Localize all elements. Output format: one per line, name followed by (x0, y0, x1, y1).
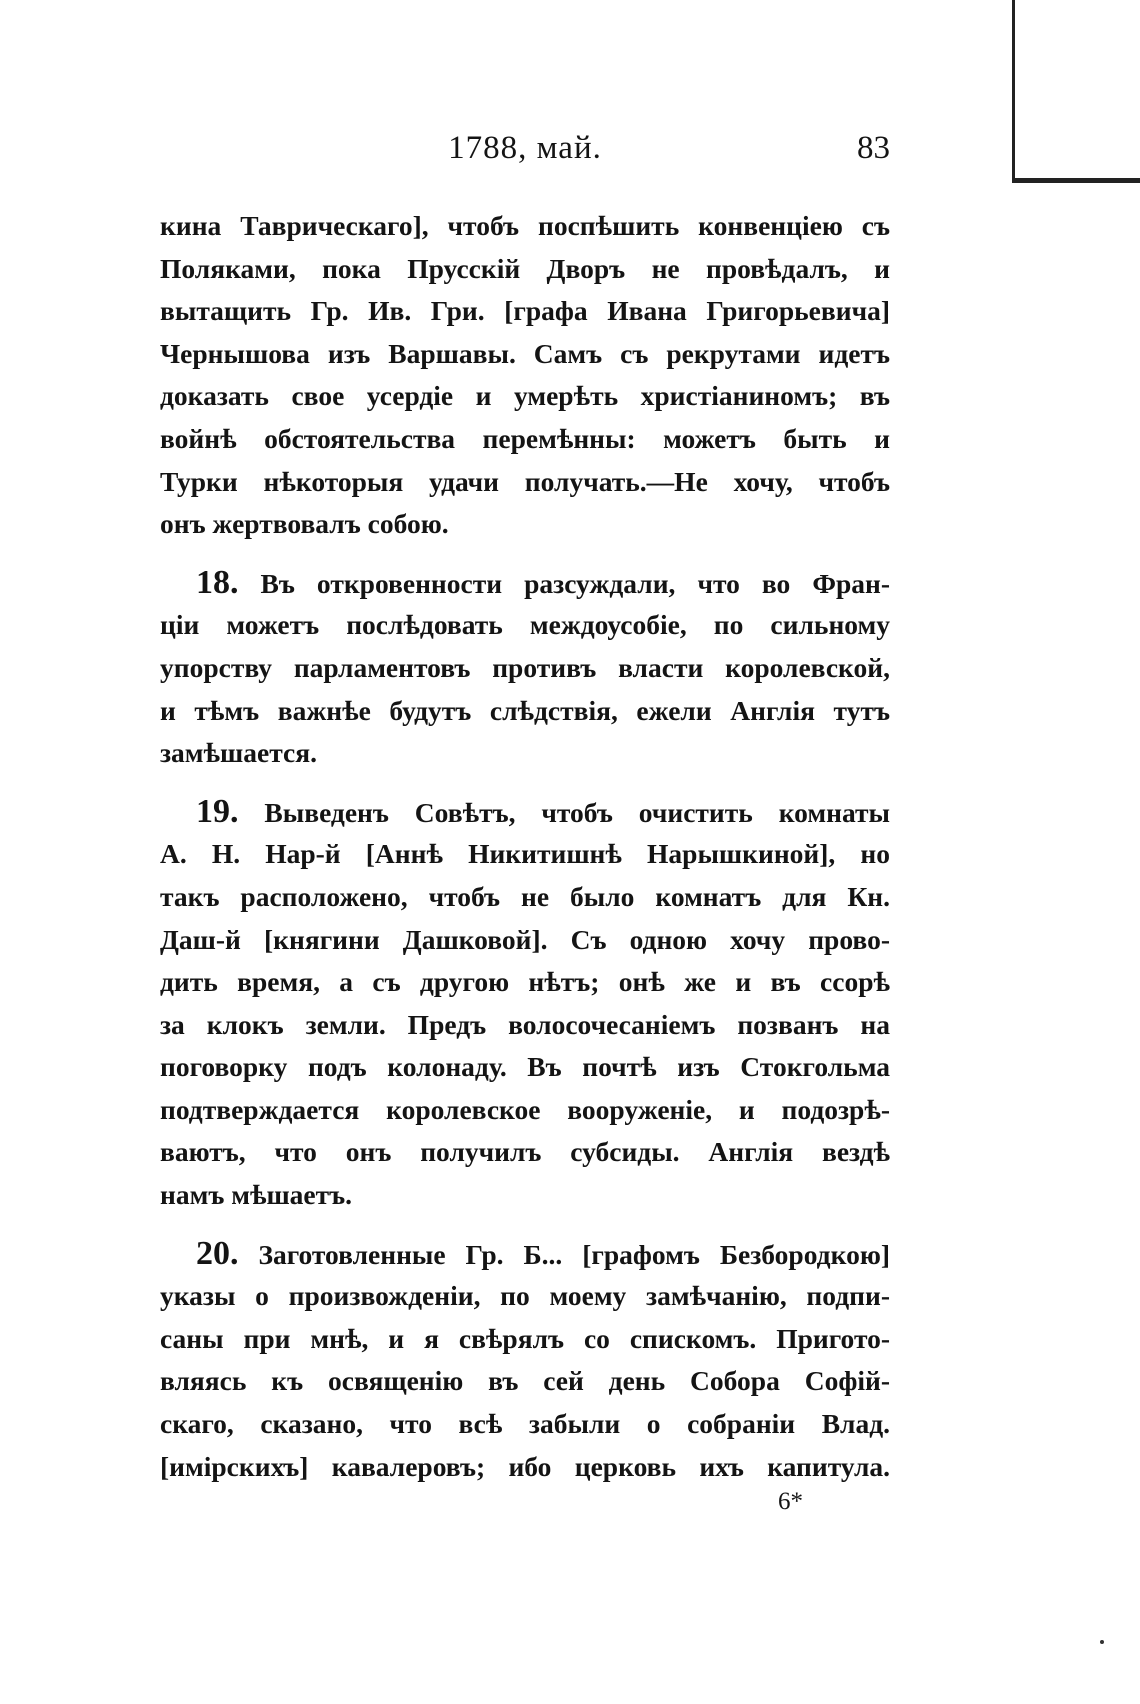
text-line: Въ откровенности разсуждали, что во Фран- (260, 567, 890, 599)
text-line: замѣшается. (160, 737, 318, 769)
text-line: ціи можетъ послѣдовать междоусобіе, по сильному (160, 609, 890, 641)
text-line: указы о произвожденіи, по моему замѣчанію, подпи- (160, 1280, 890, 1312)
text-line: [имірскихъ] кавалеровъ; ибо церковь ихъ капитула. (160, 1450, 890, 1482)
text-line: намъ мѣшаетъ. (160, 1179, 353, 1211)
paragraph-number: 19. (196, 792, 239, 830)
text-line: войнѣ обстоятельства перемѣнны: можетъ быть и (160, 422, 890, 454)
text-line: Даш-й [княгини Дашковой]. Съ одною хочу прово- (160, 923, 890, 955)
text-line: кина Таврическаго], чтобъ поспѣшить конвенціею съ (160, 210, 890, 241)
text-line: за клокъ земли. Предъ волосочесаніемъ позванъ на (160, 1008, 890, 1040)
text-line: и тѣмъ важнѣе будутъ слѣдствія, ежели Англія тутъ (160, 694, 890, 726)
text-line: подтверждается королевское вооруженіе, и подозрѣ- (160, 1093, 890, 1125)
text-line: скаго, сказано, что всѣ забыли о собраніи Влад. (160, 1408, 890, 1440)
paragraph-19-first-line (160, 791, 890, 834)
text-line: саны при мнѣ, и я свѣрялъ со спискомъ. Пригото- (160, 1322, 890, 1354)
text-line: онъ жертвовалъ собою. (160, 508, 449, 540)
paragraph-number: 20. (196, 1234, 239, 1272)
text-line: Поляками, пока Прусскій Дворъ не провѣдалъ, и (160, 252, 890, 284)
text-line: Чернышова изъ Варшавы. Самъ съ рекрутами идетъ (160, 337, 890, 369)
running-head (160, 130, 890, 174)
text-line: вляясь къ освященію въ сей день Собора Софій- (160, 1365, 890, 1397)
text-line: Выведенъ Совѣтъ, чтобъ очистить комнаты (264, 796, 890, 828)
text-line: Заготовленные Гр. Б... [графомъ Безбородкою] (258, 1238, 890, 1270)
text-line: ваютъ, что онъ получилъ субсиды. Англія вездѣ (160, 1136, 890, 1168)
text-line: такъ расположено, чтобъ не было комнатъ для Кн. (160, 880, 890, 912)
text-line: доказать свое усердіе и умерѣть христіаниномъ; въ (160, 380, 890, 412)
signature-mark: 6* (778, 1488, 803, 1515)
scan-dust-dot (1100, 1640, 1104, 1644)
text-line: А. Н. Нар-й [Аннѣ Никитишнѣ Нарышкиной], но (160, 838, 890, 870)
text-line: Турки нѣкоторыя удачи получать.—Не хочу, чтобъ (160, 465, 890, 497)
text-line: упорству парламентовъ противъ власти королевской, (160, 651, 890, 683)
page-number: 83 (857, 130, 890, 166)
running-title: 1788, май. (448, 130, 602, 166)
body-text (160, 205, 890, 1488)
paragraph-number: 18. (196, 563, 239, 601)
scan-edge-mark-bottom (1012, 178, 1140, 183)
text-line: дить время, а съ другою нѣтъ; онѣ же и въ ссорѣ (160, 966, 890, 998)
paragraph-18-first-line (160, 562, 890, 605)
text-line: вытащить Гр. Ив. Гри. [графа Ивана Григорьевича] (160, 295, 890, 327)
scan-edge-mark (1012, 0, 1015, 180)
paragraph-20-first-line (160, 1233, 890, 1276)
text-line: поговорку подъ колонаду. Въ почтѣ изъ Стокгольма (160, 1051, 890, 1083)
